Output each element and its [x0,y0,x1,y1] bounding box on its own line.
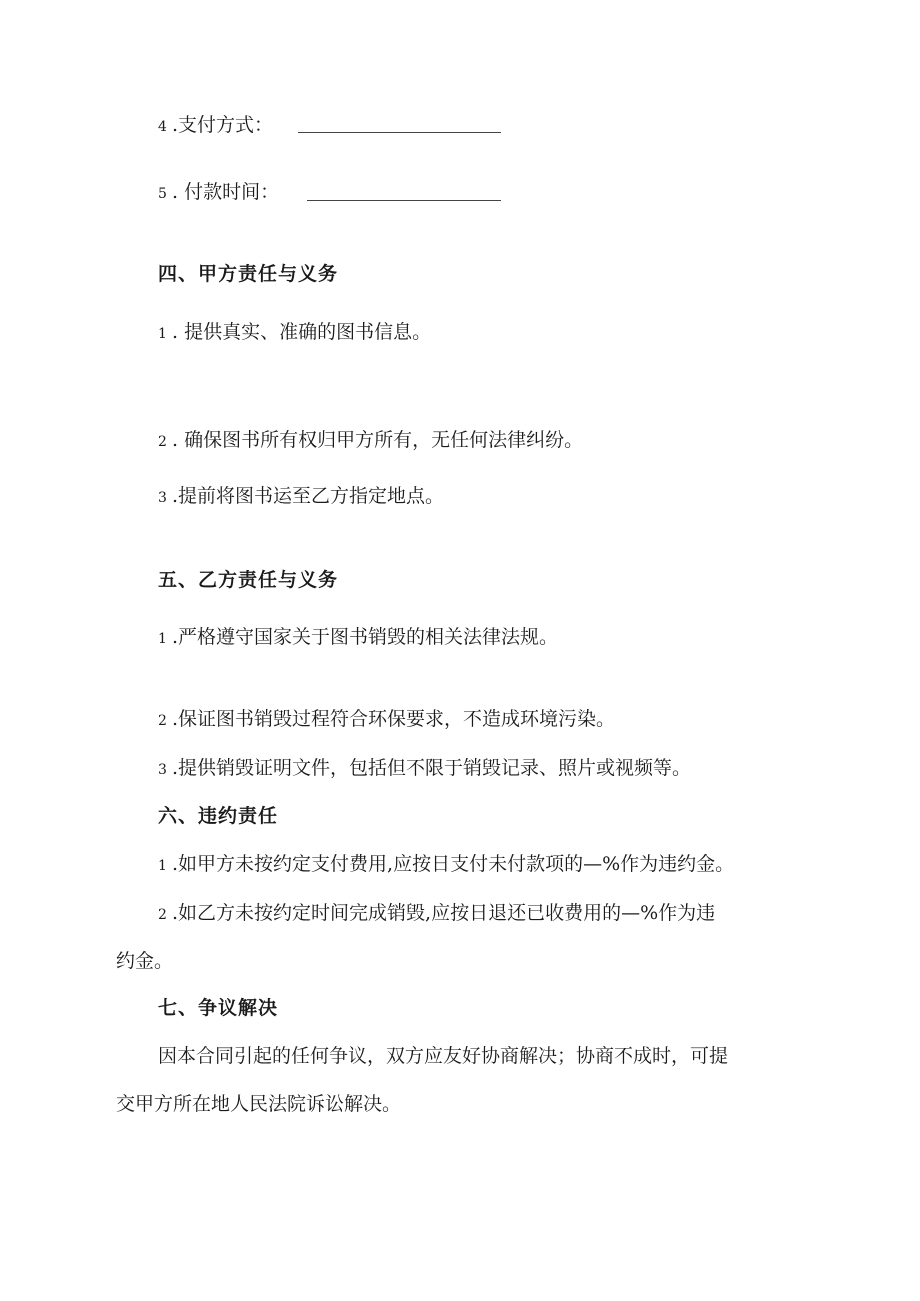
item-number: 5 [158,186,167,202]
list-item [158,625,558,651]
item-text: .保证图书销毁过程符合环保要求，不造成环境污染。 [172,708,616,730]
item-text: .提供销毁证明文件，包括但不限于销毁记录、照片或视频等。 [172,757,692,779]
item-number: 1 [158,858,167,874]
list-item [158,707,615,733]
list-item [158,484,444,510]
item-number: 1 [158,326,167,342]
payment-time-label: . 付款时间： [172,181,280,203]
list-item [158,428,583,454]
payment-method-line [158,113,273,139]
section-heading-breach: 六、违约责任 [158,805,279,827]
item-text: . 确保图书所有权归甲方所有，无任何法律纠纷。 [172,429,584,451]
payment-time-line [158,180,279,206]
item-number: 1 [158,631,167,647]
payment-method-blank-field[interactable] [298,132,501,133]
item-number: 3 [158,762,167,778]
item-text: .如乙方未按约定时间完成销毁,应按日退还已收费用的—%作为违 [172,902,716,924]
item-text: .严格遵守国家关于图书销毁的相关法律法规。 [172,626,559,648]
item-number: 2 [158,713,167,729]
item-number: 3 [158,490,167,506]
item-number: 4 [158,119,167,135]
list-item [158,320,431,346]
list-item [158,756,691,782]
section-heading-party-a: 四、甲方责任与义务 [158,263,339,285]
list-item-continuation: 约金。 [116,950,174,972]
list-item [158,852,734,878]
section-heading-dispute: 七、争议解决 [158,997,279,1019]
dispute-paragraph-line1: 因本合同引起的任何争议，双方应友好协商解决；协商不成时，可提 [158,1045,729,1067]
item-text: . 提供真实、准确的图书信息。 [172,321,432,343]
list-item [158,901,715,927]
item-text: .如甲方未按约定支付费用,应按日支付未付款项的—%作为违约金。 [172,853,735,875]
item-number: 2 [158,434,167,450]
item-number: 2 [158,907,167,923]
payment-time-blank-field[interactable] [307,200,501,201]
item-text: .提前将图书运至乙方指定地点。 [172,485,445,507]
section-heading-party-b: 五、乙方责任与义务 [158,569,339,591]
dispute-paragraph-line2: 交甲方所在地人民法院诉讼解决。 [116,1093,402,1115]
payment-method-label: .支付方式： [172,114,274,136]
